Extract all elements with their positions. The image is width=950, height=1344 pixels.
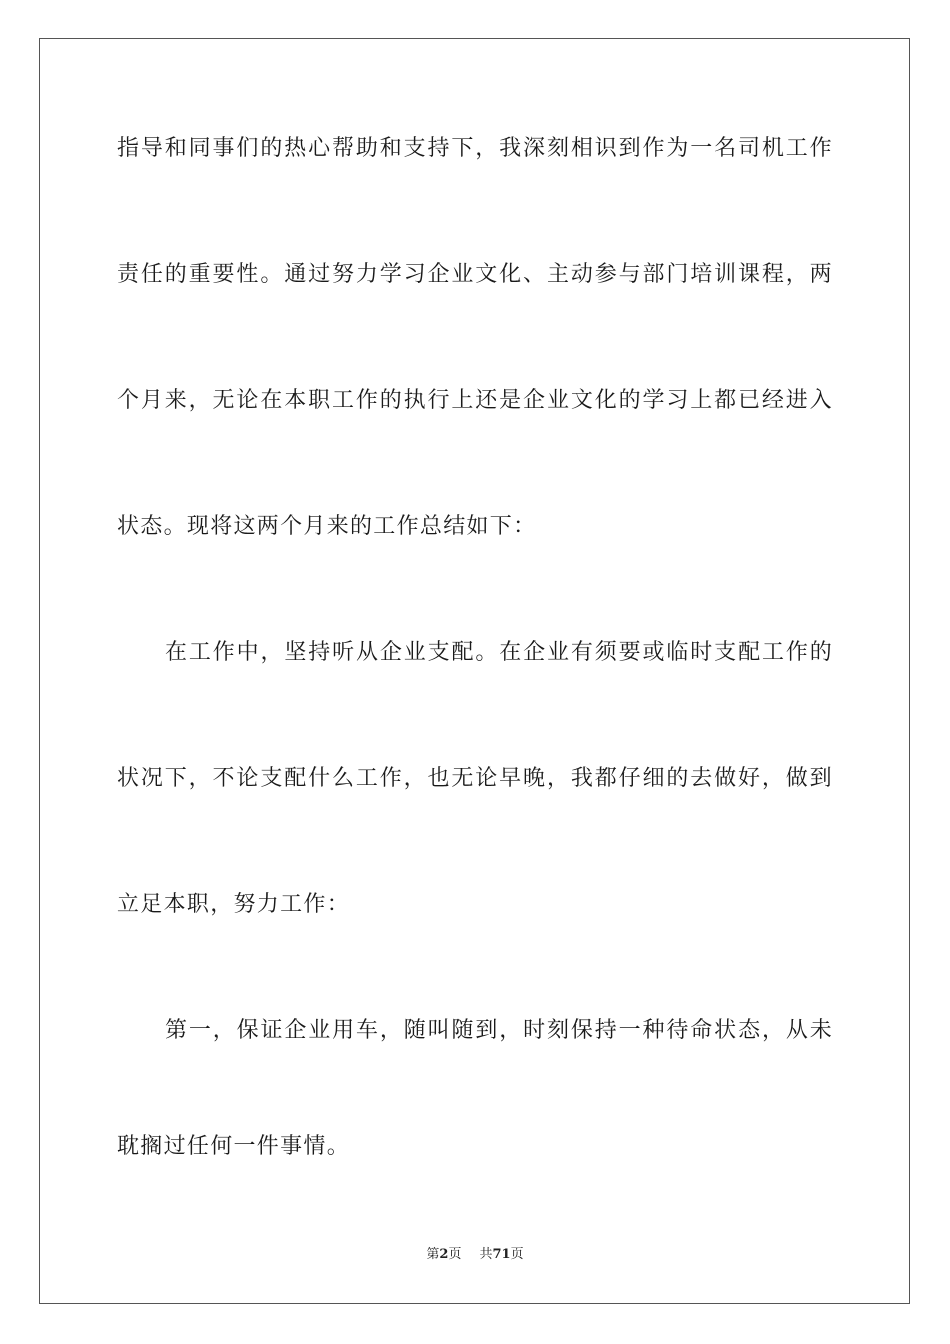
total-pages: 71 (492, 1247, 511, 1262)
page-footer (0, 1246, 950, 1264)
paragraph-line-9: 耽搁过任何一件事情。 (117, 1134, 351, 1159)
page-suffix: 页 (448, 1247, 462, 1262)
page-border (39, 38, 910, 1304)
paragraph-line-4: 状态。现将这两个月来的工作总结如下： (117, 514, 537, 539)
paragraph-line-1: 指导和同事们的热心帮助和支持下，我深刻相识到作为一名司机工作 (117, 136, 833, 161)
paragraph-line-3: 个月来，无论在本职工作的执行上还是企业文化的学习上都已经进入 (117, 388, 833, 413)
paragraph-line-6: 状况下，不论支配什么工作，也无论早晚，我都仔细的去做好，做到 (117, 766, 833, 791)
total-suffix: 页 (510, 1247, 524, 1262)
paragraph-line-7: 立足本职，努力工作： (117, 892, 351, 917)
page-prefix: 第 (426, 1247, 440, 1262)
paragraph-line-5: 在工作中，坚持听从企业支配。在企业有须要或临时支配工作的 (165, 640, 833, 665)
page-number: 2 (439, 1247, 449, 1262)
total-prefix: 共 (479, 1247, 493, 1262)
paragraph-line-2: 责任的重要性。通过努力学习企业文化、主动参与部门培训课程，两 (117, 262, 833, 287)
paragraph-line-8: 第一，保证企业用车，随叫随到，时刻保持一种待命状态，从未 (165, 1018, 833, 1043)
